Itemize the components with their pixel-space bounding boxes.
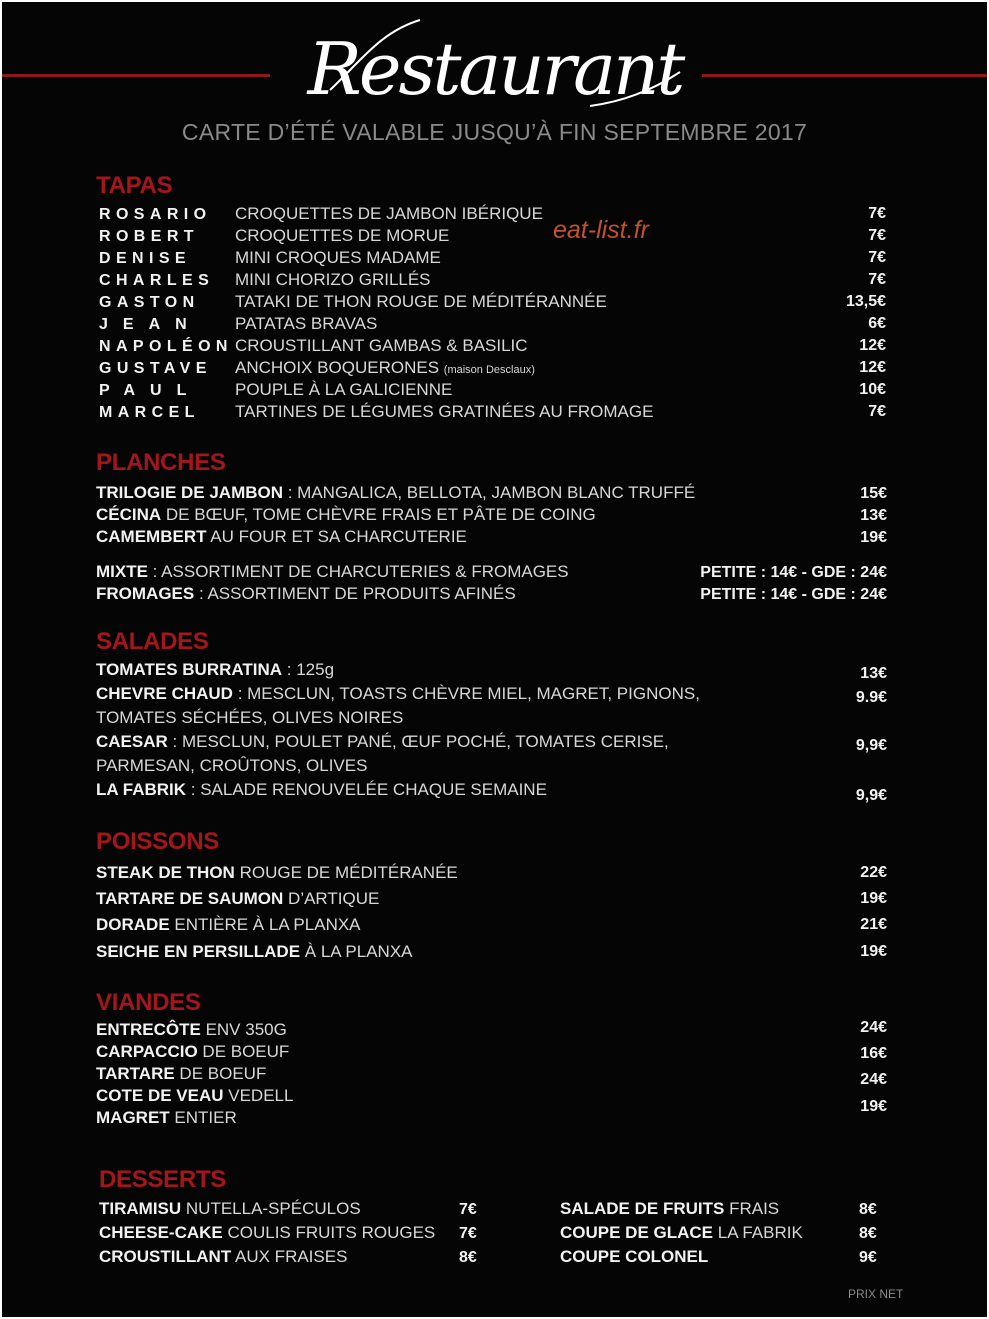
poissons-item-price: 19€ bbox=[860, 943, 887, 960]
planches-item-detail: : MANGALICA, BELLOTA, JAMBON BLANC TRUFFÉ bbox=[283, 483, 696, 502]
header-rule-right bbox=[702, 74, 987, 77]
viandes-item-detail: ENTIER bbox=[169, 1108, 237, 1127]
dessert-item bbox=[99, 1199, 361, 1219]
tapas-description: TARTINES DE LÉGUMES GRATINÉES AU FROMAGE bbox=[235, 402, 654, 421]
tapas-row bbox=[2, 226, 987, 248]
poissons-item-name: DORADE bbox=[96, 915, 170, 934]
viandes-item-detail: ENV 350G bbox=[200, 1020, 287, 1039]
planches-item-name: FROMAGES bbox=[96, 584, 195, 603]
menu-subtitle: CARTE D’ÉTÉ VALABLE JUSQU’À FIN SEPTEMBRE 2017 bbox=[181, 119, 808, 145]
tapas-description: CROQUETTES DE JAMBON IBÉRIQUE bbox=[235, 204, 543, 223]
dessert-name: COUPE COLONEL bbox=[560, 1247, 709, 1266]
dessert-name: SALADE DE FRUITS bbox=[560, 1199, 725, 1218]
planches-item-price: PETITE : 14€ - GDE : 24€ bbox=[700, 564, 887, 581]
salades-item bbox=[96, 660, 334, 680]
dessert-detail: AUX FRAISES bbox=[231, 1247, 348, 1266]
poissons-item bbox=[96, 915, 361, 935]
planches-item-name: CÉCINA bbox=[96, 505, 162, 524]
tapas-name: ROBERT bbox=[99, 228, 199, 245]
viandes-item-price: 24€ bbox=[860, 1071, 887, 1088]
salades-item-name: CHEVRE CHAUD bbox=[96, 684, 233, 703]
poissons-item-detail: ROUGE DE MÉDITÉRANÉE bbox=[234, 863, 458, 882]
tapas-price: 6€ bbox=[868, 315, 886, 332]
dessert-price: 7€ bbox=[459, 1201, 477, 1218]
planches-item bbox=[96, 505, 596, 525]
dessert-item bbox=[560, 1223, 803, 1243]
viandes-item-name: ENTRECÔTE bbox=[96, 1020, 201, 1039]
tapas-row bbox=[2, 380, 987, 402]
tapas-name: CHARLES bbox=[99, 272, 215, 289]
salades-item-name: CAESAR bbox=[96, 732, 168, 751]
viandes-item-detail: VEDELL bbox=[223, 1086, 294, 1105]
planches-item-price: 19€ bbox=[860, 529, 887, 546]
tapas-row bbox=[2, 292, 987, 314]
tapas-price: 12€ bbox=[859, 359, 886, 376]
dessert-name: CROUSTILLANT bbox=[99, 1247, 232, 1266]
tapas-description: CROQUETTES DE MORUE bbox=[235, 226, 450, 245]
tapas-name: GASTON bbox=[99, 294, 200, 311]
salades-item bbox=[96, 684, 700, 704]
salades-item-name: LA FABRIK bbox=[96, 780, 187, 799]
tapas-name: JEAN bbox=[99, 316, 202, 333]
tapas-row bbox=[2, 336, 987, 358]
planches-item bbox=[96, 527, 467, 547]
svg-text:Restaurant: Restaurant bbox=[307, 27, 683, 111]
tapas-description-group bbox=[235, 358, 535, 378]
poissons-item-name: TARTARE DE SAUMON bbox=[96, 889, 284, 908]
dessert-item bbox=[560, 1199, 779, 1219]
salades-item-continued: TOMATES SÉCHÉES, OLIVES NOIRES bbox=[96, 708, 404, 727]
dessert-price: 7€ bbox=[459, 1225, 477, 1242]
viandes-item-detail: DE BOEUF bbox=[174, 1064, 267, 1083]
dessert-name: CHEESE-CAKE bbox=[99, 1223, 223, 1242]
viandes-item-name: COTE DE VEAU bbox=[96, 1086, 224, 1105]
poissons-item bbox=[96, 889, 379, 909]
planches-item bbox=[96, 562, 569, 582]
planches-item-name: CAMEMBERT bbox=[96, 527, 207, 546]
planches-item-detail: : ASSORTIMENT DE PRODUITS AFINÉS bbox=[194, 584, 516, 603]
viandes-item-price: 16€ bbox=[860, 1045, 887, 1062]
tapas-price: 7€ bbox=[868, 205, 886, 222]
planches-item-name: MIXTE bbox=[96, 562, 148, 581]
dessert-name: COUPE DE GLACE bbox=[560, 1223, 714, 1242]
poissons-item-price: 22€ bbox=[860, 864, 887, 881]
salades-item-detail: : SALADE RENOUVELÉE CHAQUE SEMAINE bbox=[186, 780, 547, 799]
salades-item-price: 9.9€ bbox=[855, 689, 887, 706]
viandes-item bbox=[96, 1020, 287, 1040]
watermark: eat-list.fr bbox=[553, 216, 649, 244]
planches-item bbox=[96, 584, 516, 604]
dessert-price: 8€ bbox=[459, 1249, 477, 1266]
poissons-item-detail: À LA PLANXA bbox=[300, 942, 413, 961]
salades-item bbox=[96, 732, 669, 752]
tapas-description: CROUSTILLANT GAMBAS & BASILIC bbox=[235, 336, 528, 355]
viandes-item bbox=[96, 1108, 237, 1128]
tapas-row bbox=[2, 270, 987, 292]
viandes-item-detail: DE BOEUF bbox=[197, 1042, 290, 1061]
tapas-row bbox=[2, 314, 987, 336]
poissons-item-detail: ENTIÈRE À LA PLANXA bbox=[169, 915, 361, 934]
tapas-description: ANCHOIX BOQUERONES bbox=[235, 358, 440, 377]
tapas-name: NAPOLÉON bbox=[99, 338, 233, 355]
tapas-name: ROSARIO bbox=[99, 206, 212, 223]
dessert-name: TIRAMISU bbox=[99, 1199, 182, 1218]
salades-item-detail: : MESCLUN, TOASTS CHÈVRE MIEL, MAGRET, PIGNONS, bbox=[232, 684, 700, 703]
viandes-item-name: MAGRET bbox=[96, 1108, 170, 1127]
section-title-poissons: POISSONS bbox=[96, 828, 219, 855]
viandes-item bbox=[96, 1042, 289, 1062]
salades-item-continued: PARMESAN, CROÛTONS, OLIVES bbox=[96, 756, 368, 775]
header-rule-left bbox=[2, 74, 270, 77]
planches-item-price: 13€ bbox=[860, 507, 887, 524]
tapas-price: 13,5€ bbox=[845, 293, 886, 310]
tapas-description: POUPLE À LA GALICIENNE bbox=[235, 380, 453, 399]
tapas-description: MINI CHORIZO GRILLÉS bbox=[235, 270, 431, 289]
viandes-item-name: CARPACCIO bbox=[96, 1042, 198, 1061]
tapas-price: 12€ bbox=[859, 337, 886, 354]
poissons-item-detail: D’ARTIQUE bbox=[283, 889, 380, 908]
section-title-tapas: TAPAS bbox=[96, 172, 173, 199]
salades-item-detail: : 125g bbox=[282, 660, 335, 679]
poissons-item-price: 19€ bbox=[860, 890, 887, 907]
planches-item-detail: : ASSORTIMENT DE CHARCUTERIES & FROMAGES bbox=[147, 562, 569, 581]
planches-item bbox=[96, 483, 695, 503]
dessert-detail: LA FABRIK bbox=[713, 1223, 803, 1242]
viandes-item-price: 24€ bbox=[860, 1019, 887, 1036]
tapas-price: 7€ bbox=[868, 271, 886, 288]
tapas-price: 10€ bbox=[859, 381, 886, 398]
dessert-item bbox=[560, 1247, 708, 1267]
tapas-description: MINI CROQUES MADAME bbox=[235, 248, 441, 267]
salades-item-price: 13€ bbox=[860, 665, 887, 682]
tapas-row bbox=[2, 358, 987, 380]
dessert-price: 8€ bbox=[859, 1225, 877, 1242]
tapas-name: PAUL bbox=[99, 382, 202, 399]
viandes-item-price: 19€ bbox=[860, 1098, 887, 1115]
prix-net-note: PRIX NET bbox=[848, 1287, 904, 1301]
poissons-item-name: STEAK DE THON bbox=[96, 863, 235, 882]
dessert-item bbox=[99, 1247, 347, 1267]
salades-item-detail: : MESCLUN, POULET PANÉ, ŒUF POCHÉ, TOMATES CERISE, bbox=[167, 732, 669, 751]
tapas-name: GUSTAVE bbox=[99, 360, 212, 377]
tapas-row bbox=[2, 402, 987, 424]
viandes-item bbox=[96, 1064, 266, 1084]
dessert-detail: FRAIS bbox=[724, 1199, 780, 1218]
tapas-row bbox=[2, 204, 987, 226]
planches-item-price: 15€ bbox=[860, 485, 887, 502]
salades-item-price: 9,9€ bbox=[855, 737, 887, 754]
dessert-detail: NUTELLA-SPÉCULOS bbox=[181, 1199, 361, 1218]
poissons-item bbox=[96, 942, 413, 962]
tapas-price: 7€ bbox=[868, 403, 886, 420]
viandes-item bbox=[96, 1086, 293, 1106]
tapas-price: 7€ bbox=[868, 249, 886, 266]
section-title-planches: PLANCHES bbox=[96, 449, 226, 476]
planches-item-price: PETITE : 14€ - GDE : 24€ bbox=[700, 586, 887, 603]
restaurant-script-logo bbox=[290, 2, 700, 120]
menu-page bbox=[2, 2, 987, 1317]
viandes-item-name: TARTARE bbox=[96, 1064, 175, 1083]
planches-item-detail: DE BŒUF, TOME CHÈVRE FRAIS ET PÂTE DE COING bbox=[161, 505, 596, 524]
tapas-name: MARCEL bbox=[99, 404, 200, 421]
dessert-price: 8€ bbox=[859, 1201, 877, 1218]
poissons-item-name: SEICHE EN PERSILLADE bbox=[96, 942, 301, 961]
tapas-row bbox=[2, 248, 987, 270]
salades-item-name: TOMATES BURRATINA bbox=[96, 660, 283, 679]
planches-item-detail: AU FOUR ET SA CHARCUTERIE bbox=[206, 527, 467, 546]
poissons-item bbox=[96, 863, 458, 883]
planches-item-name: TRILOGIE DE JAMBON bbox=[96, 483, 284, 502]
salades-item bbox=[96, 780, 547, 800]
tapas-description: PATATAS BRAVAS bbox=[235, 314, 378, 333]
tapas-description: TATAKI DE THON ROUGE DE MÉDITÉRANNÉE bbox=[235, 292, 607, 311]
salades-item-price: 9,9€ bbox=[855, 787, 887, 804]
dessert-detail: COULIS FRUITS ROUGES bbox=[222, 1223, 436, 1242]
section-title-desserts: DESSERTS bbox=[99, 1166, 226, 1193]
section-title-viandes: VIANDES bbox=[96, 989, 201, 1016]
dessert-price: 9€ bbox=[859, 1249, 877, 1266]
tapas-name: DENISE bbox=[99, 250, 191, 267]
section-title-salades: SALADES bbox=[96, 628, 209, 655]
tapas-price: 7€ bbox=[868, 227, 886, 244]
tapas-note: (maison Desclaux) bbox=[443, 364, 535, 376]
poissons-item-price: 21€ bbox=[860, 916, 887, 933]
dessert-item bbox=[99, 1223, 435, 1243]
